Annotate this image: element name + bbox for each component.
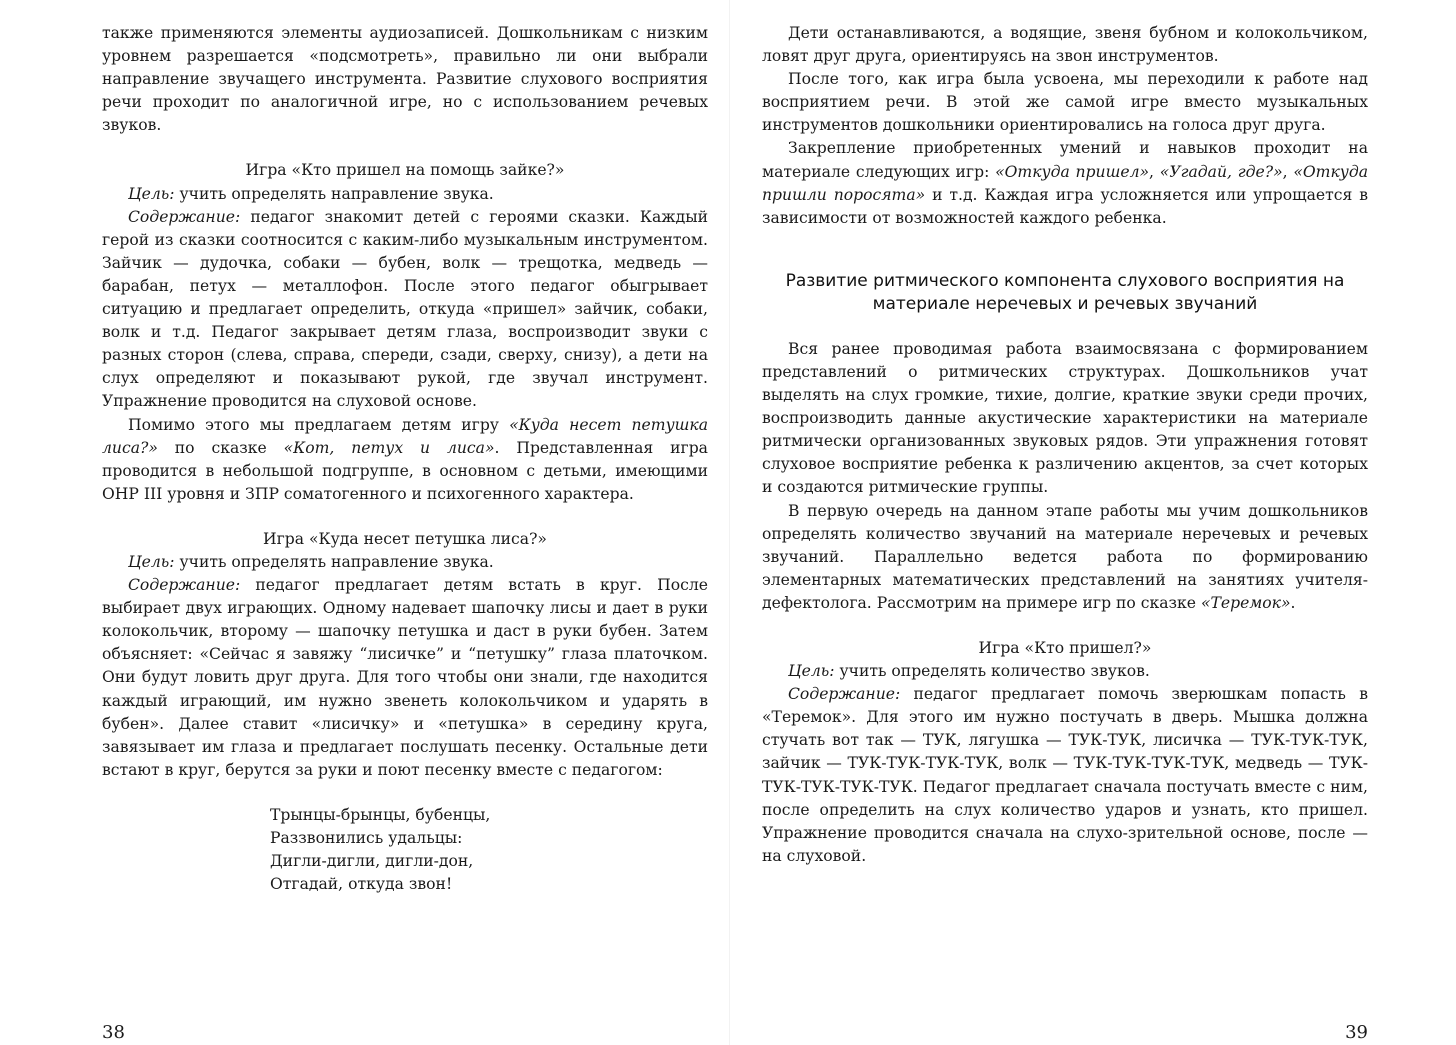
- left-page: [102, 22, 708, 1045]
- text-run: В первую очередь на данном этапе работы мы учим дошкольников определять количество звучаний на материале неречевых и речевых звучаний. Параллельно ведется работа по формированию элементарных математических представлений на занятиях учителя-дефектолога. Рассмотрим на примере игр по сказке: [762, 501, 1368, 612]
- game-content: [762, 683, 1368, 868]
- game-title: Игра «Кто пришел?»: [978, 638, 1152, 657]
- goal-text: учить определять направление звука.: [174, 184, 494, 203]
- page-number-right: 39: [1345, 1022, 1368, 1043]
- paragraph: Вся ранее проводимая работа взаимосвязана с формированием представлений о ритмических структурах. Дошкольников учат выделять на слух громкие, тихие, долгие, краткие звуки среди прочих, воспроизводить данные акустические характеристики на материале ритмически организованных звуковых рядов. Эти упражнения готовят слуховое восприятие ребенка к различению акцентов, за счет которых и создаются ритмические группы.: [762, 339, 1368, 497]
- text-run: ,: [1282, 162, 1294, 181]
- text-run: .: [1290, 593, 1296, 612]
- paragraph: Дети останавливаются, а водящие, звеня бубном и колокольчиком, ловят друг друга, ориентируясь на звон инструментов.: [762, 24, 1368, 66]
- right-page: [762, 22, 1368, 1045]
- goal-label: Цель:: [788, 662, 835, 681]
- poem-line: Трынцы-брынцы, бубенцы,: [270, 805, 491, 824]
- game-reference: «Откуда пришли поросята»: [762, 162, 1368, 204]
- text-run: по сказке: [157, 438, 284, 457]
- tale-reference: «Теремок»: [1200, 593, 1291, 612]
- poem: [270, 804, 708, 896]
- text-run: Помимо этого мы предлагаем детям игру: [128, 415, 510, 434]
- game-content: [102, 206, 708, 414]
- paragraph: также применяются элементы аудиозаписей. Дошкольникам с низким уровнем разрешается «подсмотреть», правильно ли они выбрали направление звучащего инструмента. Развитие слухового восприятия речи проходит по аналогичной игре, но с использованием речевых звуков.: [102, 24, 708, 135]
- game-title: Игра «Куда несет петушка лиса?»: [263, 529, 547, 548]
- content-label: Содержание:: [788, 685, 901, 704]
- page-number-left: 38: [102, 1022, 125, 1043]
- game-reference: «Угадай, где?»: [1159, 162, 1283, 181]
- game-goal: [102, 551, 708, 574]
- goal-text: учить определять количество звуков.: [834, 662, 1150, 681]
- game-content: [102, 574, 708, 782]
- game-goal: [762, 660, 1368, 683]
- content-label: Содержание:: [128, 576, 241, 595]
- content-label: Содержание:: [128, 207, 241, 226]
- text-run: Закрепление приобретенных умений и навыков проходит на материале следующих игр:: [762, 139, 1368, 181]
- goal-text: учить определять направление звука.: [174, 552, 494, 571]
- paragraph: [762, 500, 1368, 615]
- page-fold: [729, 0, 730, 1045]
- text-run: и т.д. Каждая игра усложняется или упрощается в зависимости от возможностей каждого ребенка.: [762, 185, 1368, 227]
- game-goal: [102, 183, 708, 206]
- goal-label: Цель:: [128, 184, 175, 203]
- poem-line: Раззвонились удальцы:: [270, 829, 463, 847]
- content-text: педагог предлагает детям встать в круг. После выбирает двух играющих. Одному надевает шапочку лисы и дает в руки колокольчик, второму — шапочку петушка и даст в руки бубен. Затем объясняет: «Сейчас я завяжу “лисичке” и “петушку” глаза платочком. Они будут ловить друг друга. Для того чтобы они знали, где находится каждый играющий, им нужно звенеть колокольчиком и ударять в бубен». Далее ставит «лисичку» и «петушка» в середину круга, завязывает им глаза и предлагает послушать песенку. Остальные дети встают в круг, берутся за руки и поют песенку вместе с педагогом:: [102, 576, 708, 779]
- goal-label: Цель:: [128, 552, 175, 571]
- content-text: педагог предлагает помочь зверюшкам попасть в «Теремок». Для этого им нужно постучать в дверь. Мышка должна стучать вот так — ТУК, лягушка — ТУК-ТУК, лисичка — ТУК-ТУК-ТУК, зайчик — ТУК-ТУК-ТУК-ТУК, волк — ТУК-ТУК-ТУК-ТУК, медведь — ТУК-ТУК-ТУК-ТУК-ТУК. Педагог предлагает сначала постучать вместе с ним, после определить на слух количество ударов и узнать, кто пришел. Упражнение проводится сначала на слухо-зрительной основе, после — на слуховой.: [762, 685, 1368, 865]
- game-reference: «Откуда пришел»: [995, 162, 1150, 181]
- poem-line: Отгадай, откуда звон!: [270, 875, 453, 894]
- paragraph: После того, как игра была усвоена, мы переходили к работе над восприятием речи. В этой же самой игре вместо музыкальных инструментов дошкольники ориентировались на голоса друг друга.: [762, 70, 1368, 135]
- game-title: Игра «Кто пришел на помощь зайке?»: [245, 161, 565, 180]
- poem-line: Дигли-дигли, дигли-дон,: [270, 852, 474, 871]
- content-text: педагог знакомит детей с героями сказки. Каждый герой из сказки соотносится с каким-либо музыкальным инструментом. Зайчик — дудочка, собаки — бубен, волк — трещотка, медведь — барабан, петух — металлофон. После этого педагог обыгрывает ситуацию и предлагает определить, откуда «пришел» зайчик, собаки, волк и т.д. Педагог закрывает детям глаза, воспроизводит звуки с разных сторон (слева, справа, спереди, сзади, сверху, снизу), а дети на слух определяют и показывают рукой, где звучал инструмент. Упражнение проводится на слуховой основе.: [102, 207, 708, 411]
- paragraph: [762, 137, 1368, 229]
- section-heading: Развитие ритмического компонента слухового восприятия на материале неречевых и речевых звучаний: [785, 270, 1345, 314]
- tale-reference: «Кот, петух и лиса»: [283, 438, 495, 457]
- game-reference: «Куда несет петушка лиса?»: [102, 415, 708, 457]
- text-run: . Представленная игра проводится в небольшой подгруппе, в основном с детьми, имеющими ОНР III уровня и ЗПР соматогенного и психогенного характера.: [102, 438, 708, 503]
- text-run: ,: [1149, 162, 1160, 181]
- paragraph: [102, 414, 708, 506]
